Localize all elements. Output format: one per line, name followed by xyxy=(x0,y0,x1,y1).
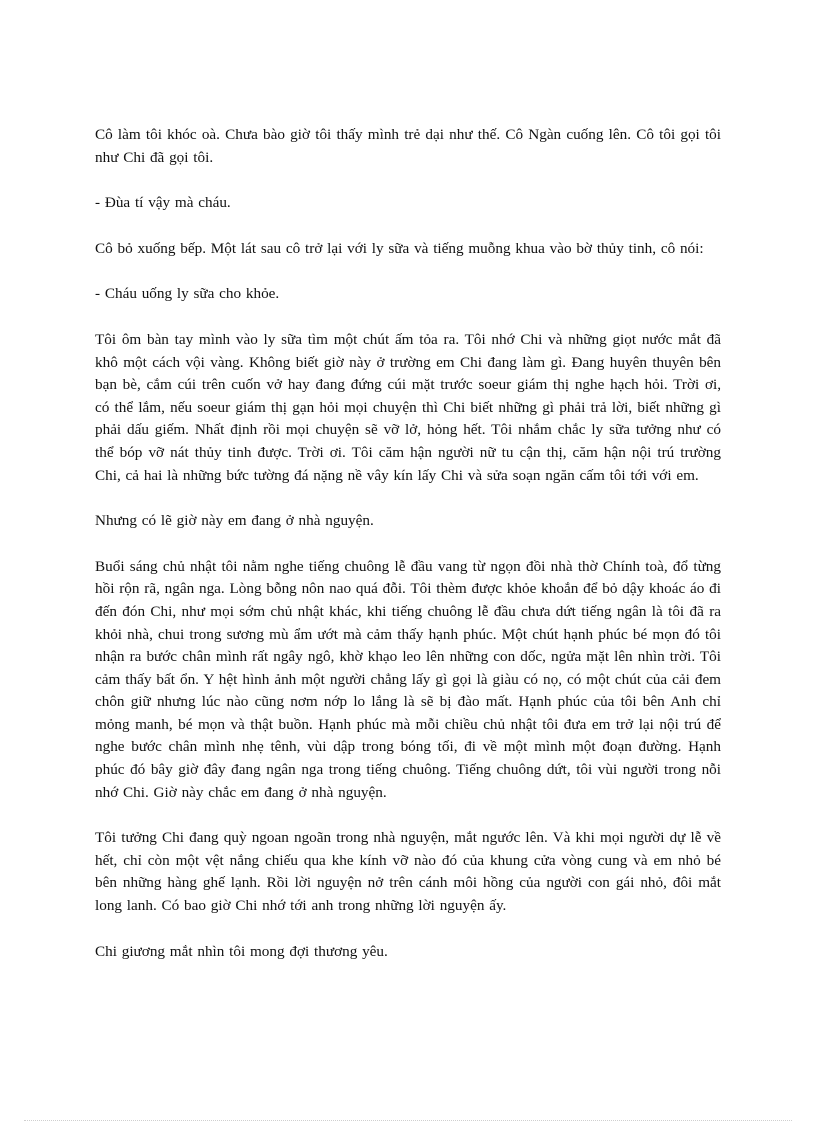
paragraph-1: Cô làm tôi khóc oà. Chưa bào giờ tôi thấy mình trẻ dại như thế. Cô Ngàn cuống lên. Cô tôi gọi tôi như Chi đã gọi tôi. xyxy=(95,126,721,166)
paragraph-7: Buổi sáng chủ nhật tôi nằm nghe tiếng chuông lễ đầu vang từ ngọn đồi nhà thờ Chính toà, đổ từng hồi rộn rã, ngân nga. Lòng bỗng nôn nao quá đỗi. Tôi thèm được khỏe khoắn để bỏ dậy khoác áo đi đến đón Chi, như mọi sớm chủ nhật khác, khi tiếng chuông lễ đầu chưa dứt tiếng ngân là tôi đã ra khỏi nhà, chui trong sương mù ẩm ướt mà cảm thấy hạnh phúc. Một chút hạnh phúc bé mọn đó tôi nhận ra bước chân mình rất ngây ngô, khờ khạo leo lên những con dốc, ngửa mặt lên nhìn trời. Tôi cảm thấy bất ổn. Y hệt hình ảnh một người chẳng lấy gì gọi là giàu có nọ, có một chút của cải đem chôn giữ nhưng lúc nào cũng nơm nớp lo lắng là sẽ bị đào mất. Hạnh phúc của tôi bên Anh chỉ mỏng manh, bé mọn và thật buồn. Hạnh phúc mà mỗi chiều chủ nhật tôi đưa em trở lại nội trú để nghe bước chân mình nhẹ tênh, vùi dập trong bóng tối, đi về một mình một đoạn đường. Hạnh phúc đó bây giờ đây đang ngân nga trong tiếng chuông. Tiếng chuông dứt, tôi vùi người trong nỗi nhớ Chi. Giờ này chắc em đang ở nhà nguyện. xyxy=(95,557,721,801)
paragraph-6: Nhưng có lẽ giờ này em đang ở nhà nguyện. xyxy=(95,512,374,530)
paragraph-9: Chi giương mắt nhìn tôi mong đợi thương yêu. xyxy=(95,942,388,960)
document-page xyxy=(95,124,721,986)
paragraph-2: - Đùa tí vậy mà cháu. xyxy=(95,194,231,212)
paragraph-5: Tôi ôm bàn tay mình vào ly sữa tìm một chút ấm tỏa ra. Tôi nhớ Chi và những giọt nước mắt đã khô một cách vội vàng. Không biết giờ này ở trường em Chi đang làm gì. Đang huyên thuyên bên bạn bè, cắm cúi trên cuốn vở hay đang đứng cúi mặt trước soeur giám thị nghe hạch hỏi. Trời ơi, có thể lắm, nếu soeur giám thị gạn hỏi mọi chuyện thì Chi biết những gì phải trả lời, biết những gì phải dấu giếm. Nhất định rồi mọi chuyện sẽ vỡ lở, hỏng hết. Tôi nhắm chắc ly sữa tưởng như có thể bóp vỡ nát thủy tinh được. Trời ơi. Tôi căm hận người nữ tu cận thị, căm hận nội trú trường Chi, cả hai là những bức tường đá nặng nề vây kín lấy Chi và sửa soạn ngăn cấm tôi tới với em. xyxy=(95,330,721,484)
paragraph-3: Cô bỏ xuống bếp. Một lát sau cô trở lại với ly sữa và tiếng muỗng khua vào bờ thủy tinh, cô nói: xyxy=(95,239,704,257)
paragraph-4: - Cháu uống ly sữa cho khỏe. xyxy=(95,285,280,303)
paragraph-8: Tôi tưởng Chi đang quỳ ngoan ngoãn trong nhà nguyện, mắt ngước lên. Và khi mọi người dự lễ về hết, chỉ còn một vệt nắng chiếu qua khe kính vỡ nào đó của khung cửa vòng cung và em nhỏ bé bên những hàng ghế lạnh. Rồi lời nguyện nở trên cánh môi hồng của người con gái nhỏ, đôi mắt long lanh. Có bao giờ Chi nhớ tới anh trong những lời nguyện ấy. xyxy=(95,829,721,915)
page-bottom-divider xyxy=(24,1120,792,1121)
